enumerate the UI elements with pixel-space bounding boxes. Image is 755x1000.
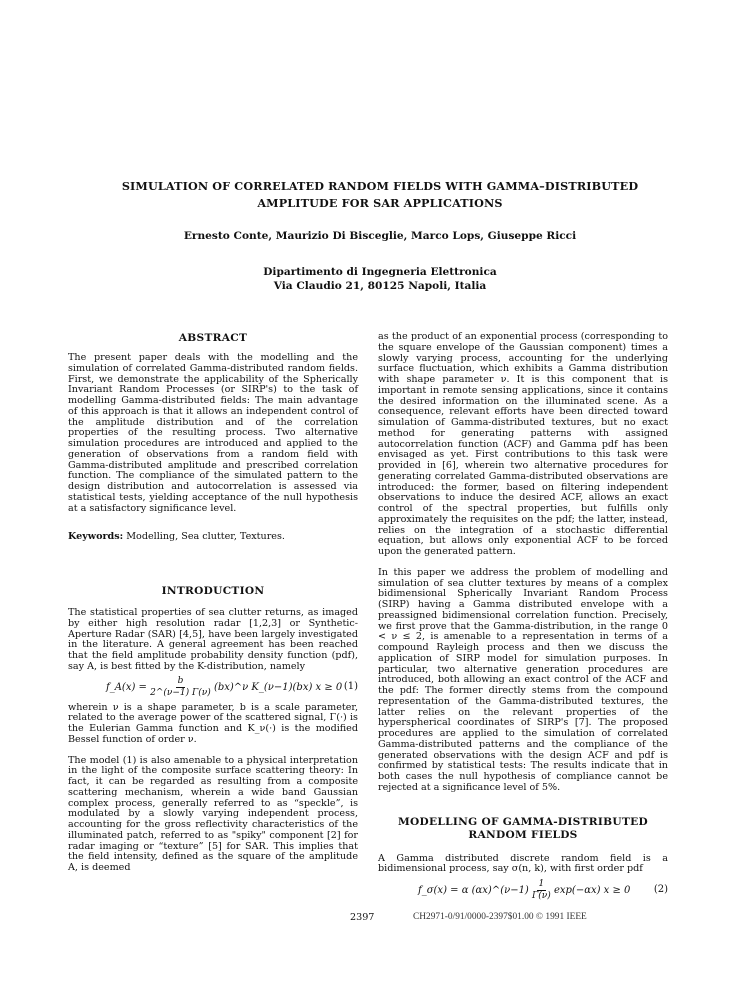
- equation-1-fraction: [150, 676, 211, 699]
- abstract-text: The present paper deals with the modelling and the simulation of correlated Gamma-distributed random fields. First, we demonstrate the applicability of the Spherically Invariant Random Processes (or SIRP's) to the task of modelling Gamma-distributed fields: The main advantage of this approach is that it allows an independent control of the amplitude distribution and of the correlation properties of the resulting process. Two alternative simulation procedures are introduced and applied to the generation of observations from a random field with Gamma-distributed amplitude and prescribed correlation function. The compliance of the simulated pattern to the design distribution and autocorrelation is assessed via statistical tests, yielding acceptance of the null hypothesis at a satisfactory significance level.: [68, 352, 358, 514]
- introduction-heading: INTRODUCTION: [161, 585, 265, 597]
- keywords-text: Modelling, Sea clutter, Textures.: [123, 531, 285, 543]
- paper-title: [80, 178, 680, 212]
- abstract-heading: ABSTRACT: [178, 332, 248, 344]
- keywords: [68, 532, 358, 543]
- equation-2-lhs: f_σ(x) = α (αx)^(ν−1): [418, 884, 529, 896]
- equation-2-denominator: Γ(ν): [532, 890, 551, 901]
- title-line-2: AMPLITUDE FOR SAR APPLICATIONS: [257, 196, 503, 210]
- equation-2-rhs: exp(−αx) x ≥ 0: [553, 884, 631, 896]
- modelling-heading-line-1: MODELLING OF GAMMA-DISTRIBUTED: [397, 815, 649, 828]
- copyright-notice: CH2971-0/91/0000-2397$01.00 © 1991 IEEE: [413, 912, 587, 922]
- keywords-label: Keywords:: [68, 531, 124, 543]
- equation-2-fraction: [532, 879, 551, 902]
- affiliation: [80, 265, 680, 293]
- equation-1-body: [106, 676, 342, 699]
- equation-1-lhs: f_A(x) =: [106, 682, 147, 693]
- affiliation-line-2: Via Claudio 21, 80125 Napoli, Italia: [273, 280, 487, 292]
- equation-1: [68, 673, 358, 703]
- intro-paragraph-5: In this paper we address the problem of modelling and simulation of sea clutter textures by means of a complex bidimensional Spherically Invariant Random Process (SIRP) having a Gamma distributed envelope with a preassigned bidimensional correlation function. Precisely, we first prove that the Gamma-distribution, in the range 0 < ν ≤ 2, is amenable to a representation in terms of a compound Rayleigh process and then we discuss the application of SIRP model for simulation purposes. In particular, two alternative generation procedures are introduced, both allowing an exact control of the ACF and the pdf: The former directly stems from the compound representation of the Gamma-distributed textures, the latter relies on the relevant properties of the hyperspherical coordinates of SIRP's [7]. The proposed procedures are applied to the simulation of correlated Gamma-distributed patterns and the compliance of the generated observations with the design ACF and pdf is confirmed by statistical tests: The results indicate that in both cases the null hypothesis of compliance cannot be rejected at a significance level of 5%.: [378, 566, 668, 793]
- equation-1-numerator: b: [177, 676, 184, 686]
- affiliation-line-1: Dipartimento di Ingegneria Elettronica: [263, 266, 497, 278]
- intro-paragraph-1: The statistical properties of sea clutter returns, as imaged by either high resolution radar [1,2,3] or Synthetic-Aperture Radar (SAR) [4,5], have been largely investigated in the literature. A general agreement has been reached that the field amplitude probability density function (pdf), say A, is best fitted by the K-distribution, namely: [68, 607, 358, 672]
- title-line-1: SIMULATION OF CORRELATED RANDOM FIELDS WITH GAMMA–DISTRIBUTED: [121, 179, 639, 193]
- modelling-paragraph-1: A Gamma distributed discrete random field is a bidimensional process, say σ(n, k), with first order pdf: [378, 852, 668, 875]
- equation-1-number: (1): [343, 681, 358, 693]
- equation-2-numerator: 1: [538, 878, 545, 889]
- equation-2: [378, 875, 668, 905]
- authors: Ernesto Conte, Maurizio Di Bisceglie, Marco Lops, Giuseppe Ricci: [183, 230, 577, 242]
- intro-paragraph-2: wherein ν is a shape parameter, b is a scale parameter, related to the average power of the scattered signal, Γ(·) is the Eulerian Gamma function and K_ν(·) is the modified Bessel function of order ν.: [68, 701, 358, 745]
- equation-2-body: [418, 879, 630, 902]
- modelling-heading: [378, 816, 668, 842]
- right-column: [378, 332, 668, 905]
- modelling-heading-line-2: RANDOM FIELDS: [468, 828, 578, 841]
- equation-2-number: (2): [653, 883, 668, 895]
- left-column: [68, 332, 358, 874]
- equation-1-denominator: 2^(ν−1) Γ(ν): [150, 688, 211, 698]
- page-number: 2397: [350, 912, 375, 923]
- intro-paragraph-4: as the product of an exponential process (corresponding to the square envelope of the Gaussian component) times a slowly varying process, accounting for the underlying surface fluctuation, which exhibits a Gamma distribution with shape parameter ν. It is this component that is important in remote sensing applications, since it contains the desired information on the illuminated scene. As a consequence, relevant efforts have been directed toward simulation of Gamma-distributed textures, but no exact method for generating patterns with assigned autocorrelation function (ACF) and Gamma pdf has been envisaged as yet. First contributions to this task were provided in [6], wherein two alternative procedures for generating correlated Gamma-distributed observations are introduced: the former, based on filtering independent observations to induce the desired ACF, allows an exact control of the spectral properties, but fulfills only approximately the requisites on the pdf; the latter, instead, relies on the integration of a stochastic differential equation, but allows only exponential ACF to be forced upon the generated pattern.: [378, 331, 668, 557]
- equation-1-rhs: (bx)^ν K_(ν−1)(bx) x ≥ 0: [213, 682, 343, 693]
- intro-paragraph-3: The model (1) is also amenable to a physical interpretation in the light of the composite surface scattering theory: In fact, it can be regarded as resulting from a composite scattering mechanism, wherein a wide band Gaussian complex process, generally referred to as “speckle”, is modulated by a slowly varying independent process, accounting for the gross reflectivity characteristics of the illuminated patch, referred to as "spiky" component [2] for radar imaging or “texture” [5] for SAR. This implies that the field intensity, defined as the square of the amplitude A, is deemed: [68, 754, 358, 873]
